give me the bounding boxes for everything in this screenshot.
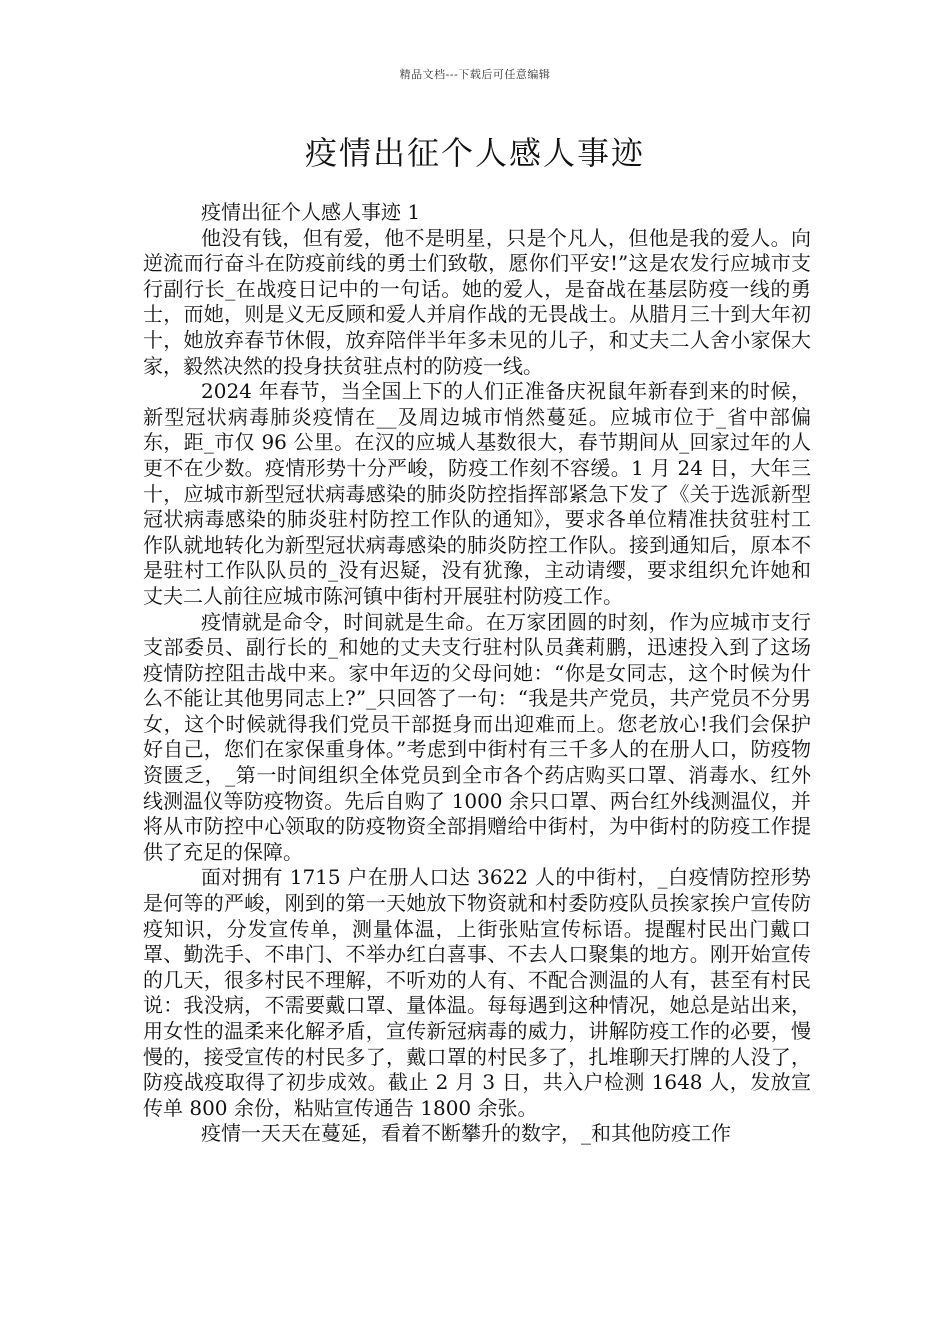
section-subtitle: 疫情出征个人感人事迹 1 (201, 200, 421, 224)
paragraph-5: 疫情一天天在蔓延，看着不断攀升的数字，_和其他防疫工作 (201, 1121, 731, 1146)
paragraph-1: 他没有钱，但有爱，他不是明星，只是个凡人，但他是我的爱人。向逆流而行奋斗在防疫前线的勇士们致敬，愿你们平安!”这是农发行应城市支行副行长_在战疫日记中的一句话。她的爱人，是奋战在基层防疫一线的勇士，而她，则是义无反顾和爱人并肩作战的无畏战士。从腊月三十到大年初十，她放弃春节休假，放弃陪伴半年多未见的儿子，和丈夫二人舍小家保大家，毅然决然的投身扶贫驻点村的防疫一线。 (143, 225, 811, 378)
header-note: 精品文档---下载后可任意编辑 (399, 68, 551, 81)
document-title: 疫情出征个人感人事迹 (304, 134, 645, 172)
paragraph-2: 2024 年春节，当全国上下的人们正准备庆祝鼠年新春到来的时候，新型冠状病毒肺炎疫情在__及周边城市悄然蔓延。应城市位于_省中部偏东，距_市仅 96 公里。在汉的应城人基数很大，春节期间从_回家过年的人更不在少数。疫情形势十分严峻，防疫工作刻不容缓。1 月 24 日，大年三十，应城市新型冠状病毒感染的肺炎防控指挥部紧急下发了《关于选派新型冠状病毒感染的肺炎驻村防控工作队的通知》，要求各单位精准扶贫驻村工作队就地转化为新型冠状病毒感染的肺炎防控工作队。接到通知后，原本不是驻村工作队队员的_没有迟疑，没有犹豫，主动请缨，要求组织允许她和丈夫二人前往应城市陈河镇中街村开展驻村防疫工作。 (143, 379, 811, 608)
document-body (143, 200, 811, 1147)
paragraph-4: 面对拥有 1715 户在册人口达 3622 人的中街村，_白疫情防控形势是何等的严峻，刚到的第一天她放下物资就和村委防疫队员挨家挨户宣传防疫知识，分发宣传单，测量体温，上街张贴宣传标语。提醒村民出门戴口罩、勤洗手、不串门、不举办红白喜事、不去人口聚集的地方。刚开始宣传的几天，很多村民不理解，不听劝的人有、不配合测温的人有，甚至有村民说：我没病，不需要戴口罩、量体温。每每遇到这种情况，她总是站出来，用女性的温柔来化解矛盾，宣传新冠病毒的威力，讲解防疫工作的必要，慢慢的，接受宣传的村民多了，戴口罩的村民多了，扎堆聊天打牌的人没了，防疫战疫取得了初步成效。截止 2 月 3 日，共入户检测 1648 人，发放宣传单 800 余份，粘贴宣传通告 1800 余张。 (143, 865, 811, 1120)
paragraph-3: 疫情就是命令，时间就是生命。在万家团圆的时刻，作为应城市支行支部委员、副行长的_和她的丈夫支行驻村队员龚莉鹏，迅速投入到了这场疫情防控阻击战中来。家中年迈的父母问她：“你是女同志，这个时候为什么不能让其他男同志上?”_只回答了一句：“我是共产党员，共产党员不分男女，这个时候就得我们党员干部挺身而出迎难而上。您老放心!我们会保护好自己，您们在家保重身体。”考虑到中街村有三千多人的在册人口，防疫物资匮乏，_第一时间组织全体党员到全市各个药店购买口罩、消毒水、红外线测温仪等防疫物资。先后自购了 1000 余只口罩、两台红外线测温仪，并将从市防控中心领取的防疫物资全部捐赠给中街村，为中街村的防疫工作提供了充足的保障。 (143, 609, 811, 864)
